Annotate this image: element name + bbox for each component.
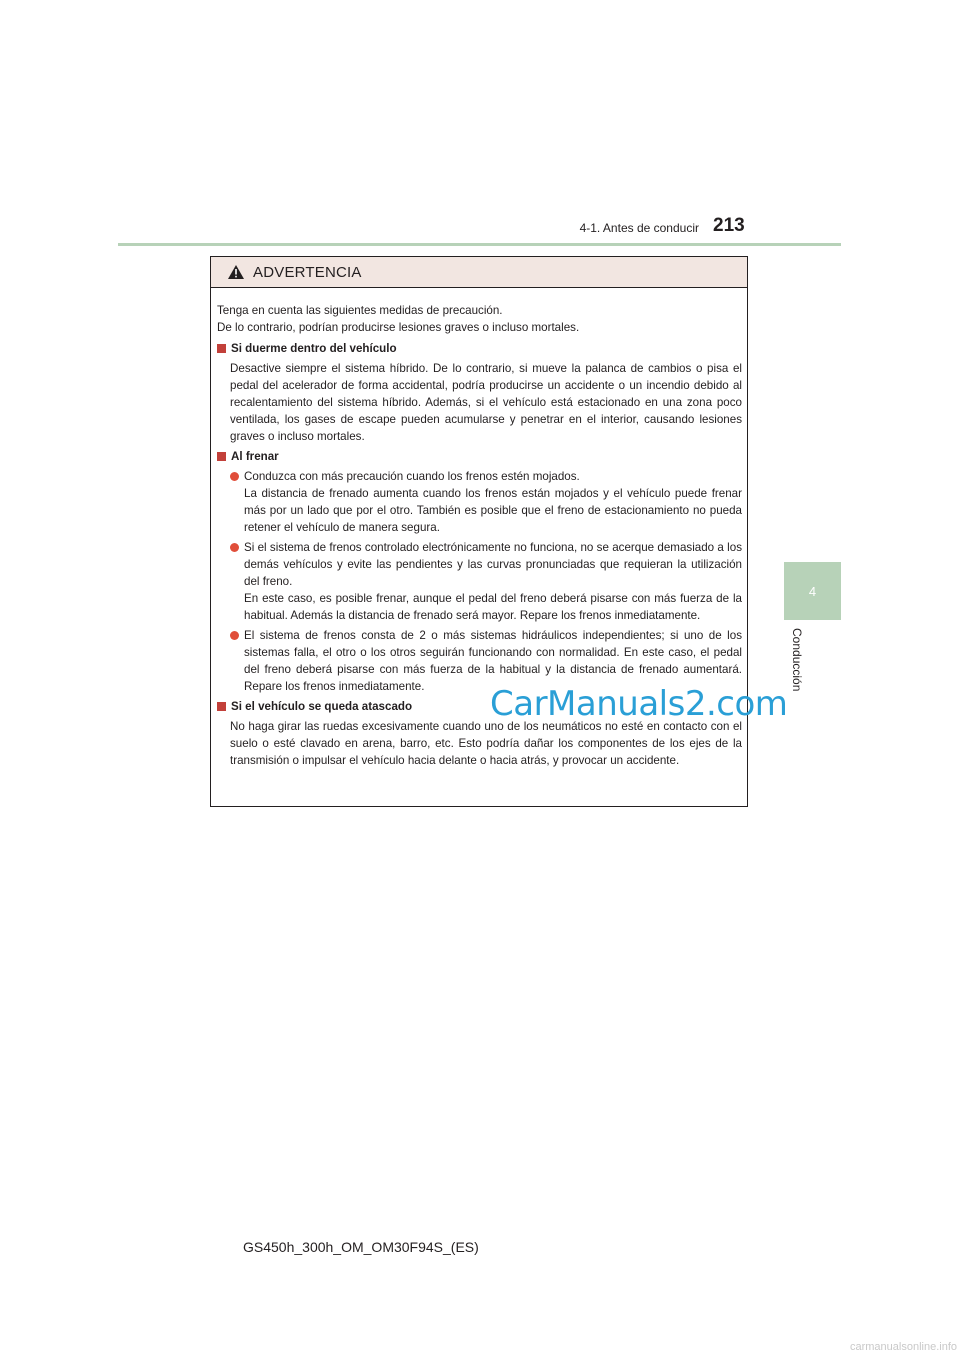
intro-line: Tenga en cuenta las siguientes medidas de precaución. — [217, 304, 503, 317]
chapter-label: Conducción — [790, 628, 804, 692]
bullet-line: El sistema de frenos consta de 2 o más sistemas hidráulicos independientes; si uno de los sistemas falla, el otro o los otros seguirán funcionando con normalidad. En este caso, el pedal del freno deberá pisarse con más fuerza de la habitual y la distancia de frenado aumentará. Repare los frenos inmediatamente. — [244, 629, 742, 693]
bullet-line: En este caso, es posible frenar, aunque el pedal del freno deberá pisarse con más fuerza de la habitual. Además la distancia de frenado será mayor. Repare los frenos inmediatamente. — [244, 592, 742, 622]
chapter-tab — [784, 562, 841, 620]
bullet-item — [217, 468, 742, 536]
bullet-text — [244, 539, 742, 624]
bullet-dot-icon — [230, 472, 239, 481]
footer-document-code: GS450h_300h_OM_OM30F94S_(ES) — [243, 1239, 479, 1255]
chapter-number: 4 — [808, 583, 817, 599]
bullet-dot-icon — [230, 543, 239, 552]
bullet-line: Si el sistema de frenos controlado electrónicamente no funciona, no se acerque demasiado a los demás vehículos y evite las pendientes y las curvas pronunciadas que requieran la utilización del freno. — [244, 541, 742, 588]
bullet-text — [244, 468, 742, 536]
square-marker-icon — [217, 344, 226, 353]
square-marker-icon — [217, 702, 226, 711]
intro-line: De lo contrario, podrían producirse lesiones graves o incluso mortales. — [217, 321, 580, 334]
page-number: 213 — [713, 215, 745, 236]
footer-site-watermark: carmanualsonline.info — [849, 1341, 957, 1353]
header-section-title: 4-1. Antes de conducir — [579, 221, 699, 235]
bullet-item — [217, 539, 742, 624]
section-title-text: Si duerme dentro del vehículo — [231, 342, 397, 355]
square-marker-icon — [217, 452, 226, 461]
section-title-text: Al frenar — [231, 450, 279, 463]
section-braking — [217, 448, 742, 695]
section-title — [217, 448, 742, 465]
bullet-line: Conduzca con más precaución cuando los frenos estén mojados. — [244, 470, 580, 483]
carmanuals-watermark: CarManuals2.com — [490, 684, 788, 724]
section-title-text: Si el vehículo se queda atascado — [231, 700, 413, 713]
warning-header — [211, 257, 747, 288]
section-text: Desactive siempre el sistema híbrido. De lo contrario, si mueve la palanca de cambios o pisa el pedal del acelerador de forma accidental, podría producirse un accidente o un incendio debido al recalentamiento del sistema híbrido. Además, si el vehículo está estacionado en una zona poco ventilada, los gases de escape pueden acumularse y penetrar en el interior, causando lesiones graves o incluso mortales. — [230, 362, 742, 443]
section-title — [217, 340, 742, 357]
section-text: No haga girar las ruedas excesivamente cuando uno de los neumáticos no esté en contacto con el suelo o esté clavado en arena, barro, etc. Esto podría dañar los componentes de los ejes de la transmisión o impulsar el vehículo hacia delante o hacia atrás, y provocar un accidente. — [230, 720, 742, 767]
section-sleeping — [217, 340, 742, 445]
bullet-line: La distancia de frenado aumenta cuando los frenos están mojados y el vehículo puede frenar más por un lado que por el otro. También es posible que el freno de estacionamiento no pueda retener el vehículo de manera segura. — [244, 487, 742, 534]
warning-title: ADVERTENCIA — [253, 263, 362, 281]
header-rule — [118, 243, 841, 246]
bullet-dot-icon — [230, 631, 239, 640]
warning-triangle-icon — [227, 264, 245, 280]
warning-intro — [217, 302, 742, 336]
